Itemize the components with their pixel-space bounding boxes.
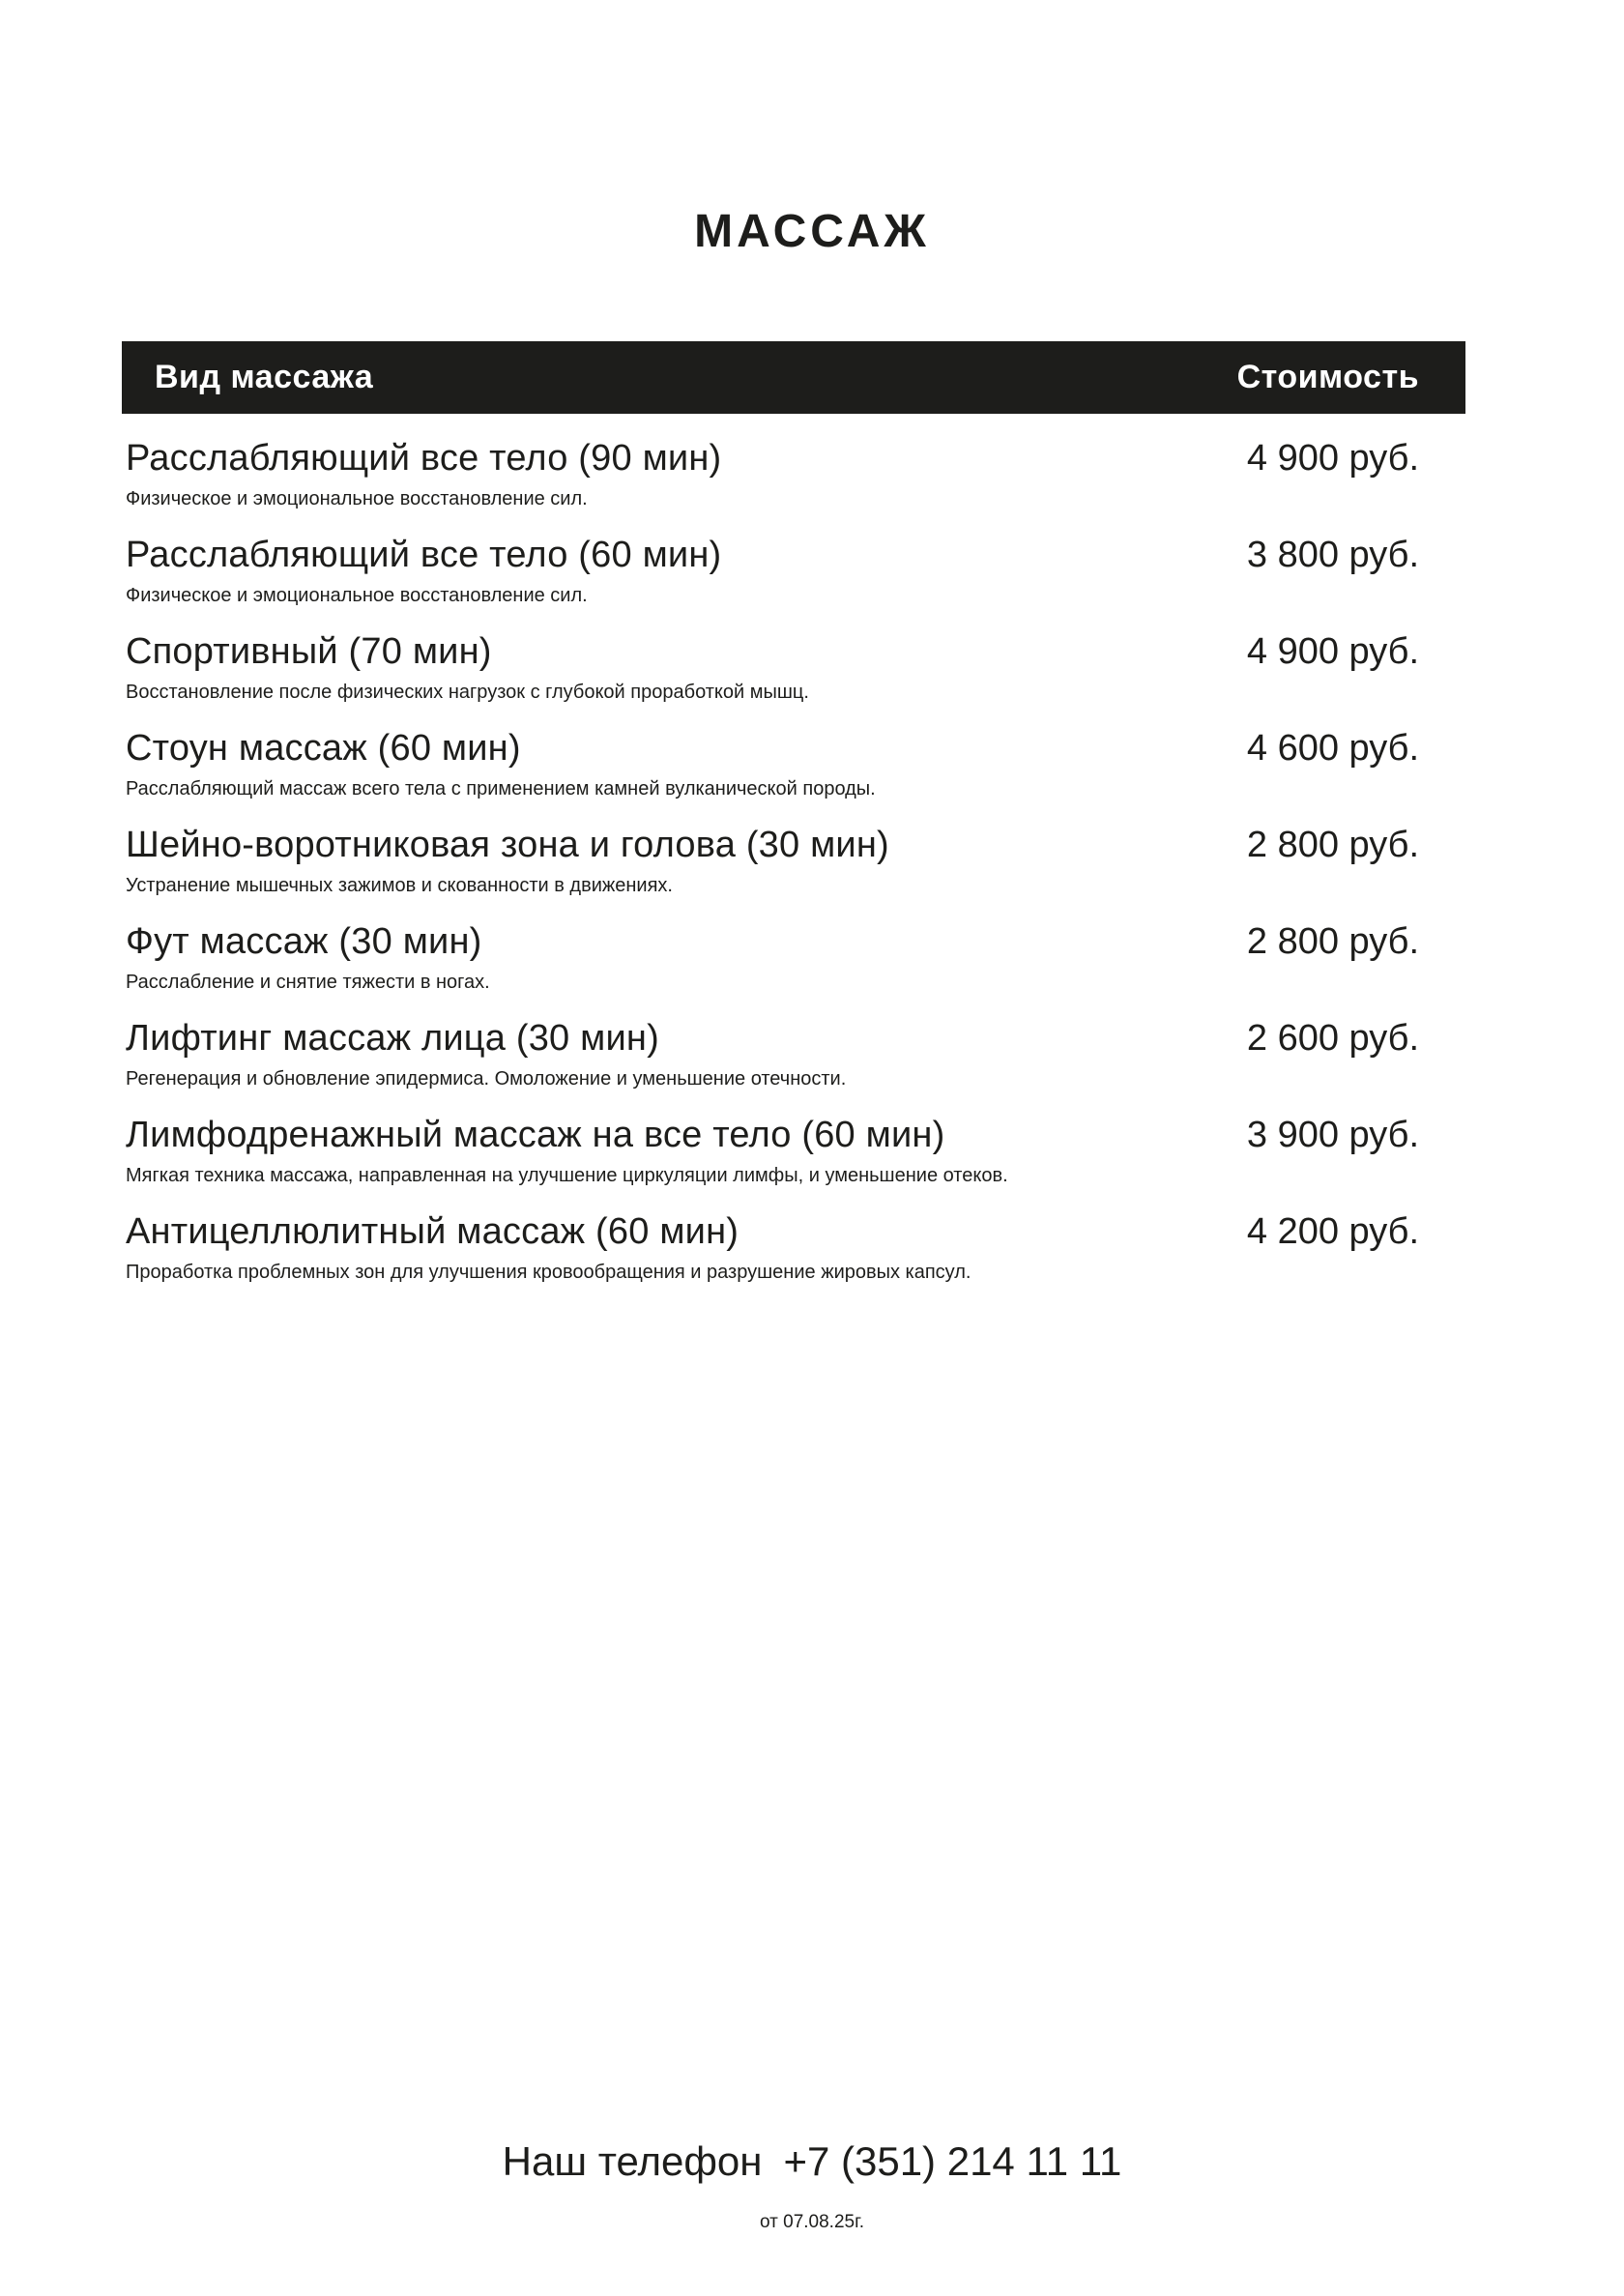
service-description: Устранение мышечных зажимов и скованности в движениях. (126, 874, 673, 896)
table-row (126, 437, 1421, 510)
service-name: Фут массаж (30 мин) (126, 921, 482, 962)
service-description: Регенерация и обновление эпидермиса. Омоложение и уменьшение отечности. (126, 1067, 847, 1090)
table-row (126, 1114, 1421, 1187)
service-price: 3 800 руб. (1246, 535, 1419, 575)
table-header-bar (122, 341, 1465, 414)
table-row (126, 1210, 1421, 1284)
service-description: Физическое и эмоциональное восстановление сил. (126, 487, 588, 509)
footer-phone (0, 2138, 1624, 2185)
footer-date-note: от 07.08.25г. (760, 2212, 864, 2232)
service-price: 3 900 руб. (1246, 1115, 1419, 1155)
table-row (126, 534, 1421, 607)
column-header-service: Вид массажа (155, 359, 374, 395)
service-name: Лифтинг массаж лица (30 мин) (126, 1018, 659, 1059)
service-price: 4 900 руб. (1246, 631, 1419, 672)
service-description: Проработка проблемных зон для улучшения кровообращения и разрушение жировых капсул. (126, 1261, 972, 1283)
service-price: 2 600 руб. (1246, 1018, 1419, 1059)
phone-label: Наш телефон (502, 2138, 763, 2184)
service-name: Антицеллюлитный массаж (60 мин) (126, 1211, 740, 1252)
service-name: Спортивный (70 мин) (126, 631, 492, 672)
phone-number: +7 (351) 214 11 11 (783, 2138, 1122, 2184)
service-price: 4 200 руб. (1246, 1211, 1419, 1252)
service-price: 4 600 руб. (1246, 728, 1419, 769)
service-description: Расслабление и снятие тяжести в ногах. (126, 971, 490, 993)
service-description: Мягкая техника массажа, направленная на улучшение циркуляции лимфы, и уменьшение отеков. (126, 1164, 1008, 1186)
service-description: Расслабляющий массаж всего тела с применением камней вулканической породы. (126, 777, 876, 799)
service-description: Физическое и эмоциональное восстановление сил. (126, 584, 588, 606)
table-row (126, 824, 1421, 897)
price-table-rows (126, 437, 1421, 1307)
page-title: МАССАЖ (694, 206, 930, 257)
service-name: Расслабляющий все тело (90 мин) (126, 438, 722, 479)
service-name: Расслабляющий все тело (60 мин) (126, 535, 722, 575)
service-price: 2 800 руб. (1246, 921, 1419, 962)
table-row (126, 1017, 1421, 1090)
column-header-price: Стоимость (1236, 359, 1419, 395)
service-name: Стоун массаж (60 мин) (126, 728, 521, 769)
service-price: 2 800 руб. (1246, 825, 1419, 865)
table-row (126, 920, 1421, 994)
service-price: 4 900 руб. (1246, 438, 1419, 479)
service-name: Шейно-воротниковая зона и голова (30 мин) (126, 825, 889, 865)
service-name: Лимфодренажный массаж на все тело (60 мин) (126, 1115, 945, 1155)
table-row (126, 727, 1421, 800)
service-description: Восстановление после физических нагрузок с глубокой проработкой мышц. (126, 681, 809, 703)
table-row (126, 630, 1421, 704)
